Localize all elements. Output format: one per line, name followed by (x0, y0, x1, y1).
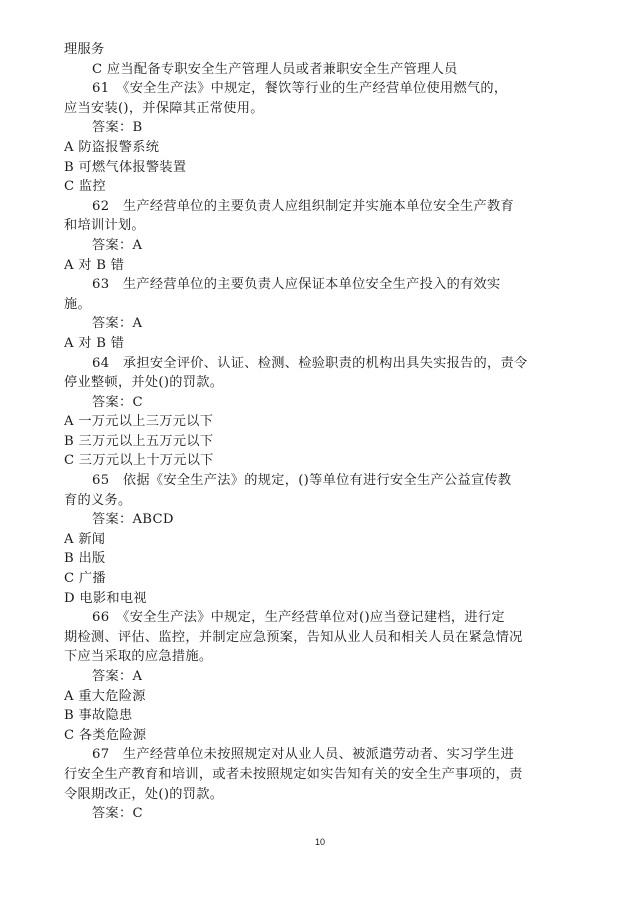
page-number: 10 (314, 837, 325, 847)
answer-66: 答案：A (92, 669, 143, 684)
question-62: 62 生产经营单位的主要负责人应组织制定并实施本单位安全生产教育 (92, 198, 515, 214)
text-line: 应当安装()，并保障其正常使用。 (64, 100, 264, 116)
text-line: 育的义务。 (64, 492, 132, 508)
option-a: A 一万元以上三万元以下 (64, 414, 214, 430)
question-64: 64 承担安全评价、认证、检测、检验职责的机构出具失实报告的，责令 (92, 355, 528, 371)
question-61: 61 《安全生产法》中规定，餐饮等行业的生产经营单位使用燃气的， (92, 81, 508, 97)
option-c: C 三万元以上十万元以下 (64, 453, 214, 469)
text-line: 令限期改正，处()的罚款。 (64, 786, 224, 802)
option-c: C 监控 (64, 179, 106, 195)
option-d: D 电影和电视 (64, 590, 147, 606)
answer-62: 答案：A (92, 237, 143, 253)
text-line: 和培训计划。 (64, 218, 145, 234)
option-b: B 出版 (64, 551, 106, 567)
option-b: B 可燃气体报警装置 (64, 159, 187, 175)
answer-63: 答案：A (92, 316, 143, 332)
document-body (64, 40, 584, 824)
answer-65: 答案：ABCD (92, 512, 174, 528)
question-67: 67 生产经营单位未按照规定对从业人员、被派遣劳动者、实习学生进 (92, 747, 515, 763)
text-line: 施。 (64, 296, 91, 312)
option-c: C 广播 (64, 571, 106, 587)
question-66: 66 《安全生产法》中规定，生产经营单位对()应当登记建档，进行定 (92, 610, 505, 626)
option-a: A 防盗报警系统 (64, 139, 160, 155)
text-line: 下应当采取的应急措施。 (64, 649, 213, 665)
option-b: B 事故隐患 (64, 708, 133, 724)
answer-61: 答案：B (92, 120, 143, 136)
answer-64: 答案：C (92, 394, 143, 410)
option-c: C 各类危险源 (64, 727, 147, 743)
text-line: 理服务 (64, 42, 105, 57)
options-true-false: A 对 B 错 (64, 335, 125, 351)
text-line: C 应当配备专职安全生产管理人员或者兼职安全生产管理人员 (92, 61, 458, 77)
option-a: A 新闻 (64, 531, 106, 547)
option-a: A 重大危险源 (64, 688, 146, 704)
text-line: 停业整顿，并处()的罚款。 (64, 375, 224, 391)
text-line: 行安全生产教育和培训，或者未按照规定如实告知有关的安全生产事项的，责 (64, 766, 523, 782)
text-line: 期检测、评估、监控，并制定应急预案，告知从业人员和相关人员在紧急情况 (64, 629, 523, 645)
question-65: 65 依据《安全生产法》的规定，()等单位有进行安全生产公益宣传教 (92, 473, 512, 489)
options-true-false: A 对 B 错 (64, 257, 125, 273)
answer-67: 答案：C (92, 806, 143, 822)
question-63: 63 生产经营单位的主要负责人应保证本单位安全生产投入的有效实 (92, 277, 501, 293)
option-b: B 三万元以上五万元以下 (64, 433, 214, 449)
